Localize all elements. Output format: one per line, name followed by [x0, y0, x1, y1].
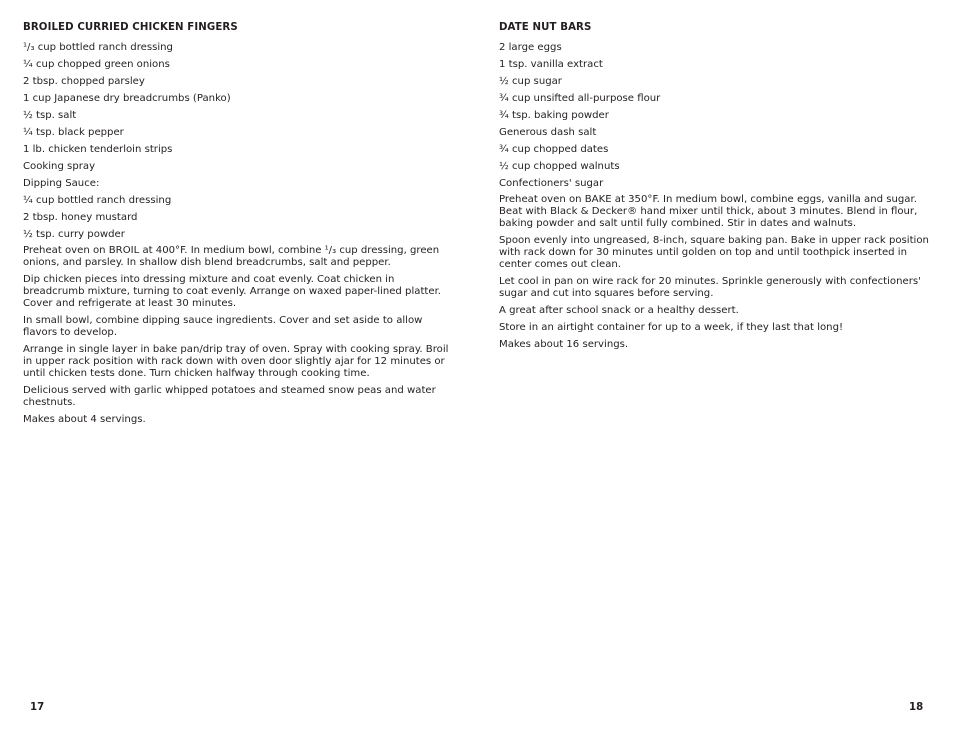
ingredient-item: Cooking spray [23, 161, 96, 172]
ingredient-item: 2 tbsp. chopped parsley [23, 76, 145, 87]
instruction-paragraph: Delicious served with garlic whipped potatoes and steamed snow peas and water chestnuts. [23, 385, 436, 408]
instruction-paragraph: Preheat oven on BAKE at 350°F. In medium bowl, combine eggs, vanilla and sugar. Beat with Black & Decker® hand mixer until thick, about 3 minutes. Blend in flour, baking powder and salt until fully combined. Stir in dates and walnuts. [499, 194, 918, 229]
right-page [499, 0, 931, 738]
instruction-paragraph: Dip chicken pieces into dressing mixture and coat evenly. Coat chicken in breadcrumb mixture, turning to coat evenly. Arrange on waxed paper-lined platter. Cover and refrigerate at least 30 minutes. [23, 274, 441, 309]
ingredient-item: ¼ cup bottled ranch dressing [23, 195, 172, 206]
ingredient-item: ¾ cup unsifted all-purpose flour [499, 93, 661, 104]
ingredient-item: ¾ cup chopped dates [499, 144, 609, 155]
instruction-paragraph: Makes about 16 servings. [499, 339, 629, 350]
ingredient-item: 2 tbsp. honey mustard [23, 212, 138, 223]
instruction-paragraph: A great after school snack or a healthy dessert. [499, 305, 739, 316]
ingredient-item: Confectioners' sugar [499, 178, 604, 189]
instruction-paragraph: Preheat oven on BROIL at 400°F. In medium bowl, combine ¹/₃ cup dressing, green onions, and parsley. In shallow dish blend breadcrumbs, salt and pepper. [23, 245, 440, 268]
left-page [23, 0, 455, 738]
instruction-paragraph: Store in an airtight container for up to a week, if they last that long! [499, 322, 844, 333]
ingredient-item: ½ cup chopped walnuts [499, 161, 620, 172]
ingredient-list [23, 42, 455, 246]
instruction-paragraph: Let cool in pan on wire rack for 20 minutes. Sprinkle generously with confectioners' sugar and cut into squares before serving. [499, 276, 921, 299]
instruction-paragraph: Makes about 4 servings. [23, 414, 146, 425]
ingredient-item: Generous dash salt [499, 127, 597, 138]
ingredient-item: ¾ tsp. baking powder [499, 110, 609, 121]
recipe-title: BROILED CURRIED CHICKEN FINGERS [23, 22, 238, 33]
recipe-title: DATE NUT BARS [499, 22, 592, 33]
ingredient-item: 1 cup Japanese dry breadcrumbs (Panko) [23, 93, 231, 104]
ingredient-item: ¼ tsp. black pepper [23, 127, 124, 138]
ingredient-item: Dipping Sauce: [23, 178, 100, 189]
instruction-paragraph: Spoon evenly into ungreased, 8-inch, square baking pan. Bake in upper rack position with rack down for 30 minutes until golden on top and until toothpick inserted in center comes out clean. [499, 235, 929, 270]
ingredient-item: ½ cup sugar [499, 76, 562, 87]
page-number: 17 [30, 702, 45, 713]
page-number: 18 [909, 702, 924, 713]
ingredient-item: 1 tsp. vanilla extract [499, 59, 603, 70]
instructions [23, 245, 455, 431]
ingredient-list [499, 42, 931, 195]
ingredient-item: 2 large eggs [499, 42, 562, 53]
ingredient-item: ½ tsp. salt [23, 110, 77, 121]
ingredient-item: ½ tsp. curry powder [23, 229, 125, 240]
instructions [499, 194, 931, 356]
ingredient-item: 1 lb. chicken tenderloin strips [23, 144, 173, 155]
instruction-paragraph: In small bowl, combine dipping sauce ingredients. Cover and set aside to allow flavors to develop. [23, 315, 423, 338]
ingredient-item: ¼ cup chopped green onions [23, 59, 170, 70]
instruction-paragraph: Arrange in single layer in bake pan/drip tray of oven. Spray with cooking spray. Broil in upper rack position with rack down with oven door slightly ajar for 12 minutes or until chicken tests done. Turn chicken halfway through cooking time. [23, 344, 449, 379]
ingredient-item: ¹/₃ cup bottled ranch dressing [23, 42, 173, 53]
